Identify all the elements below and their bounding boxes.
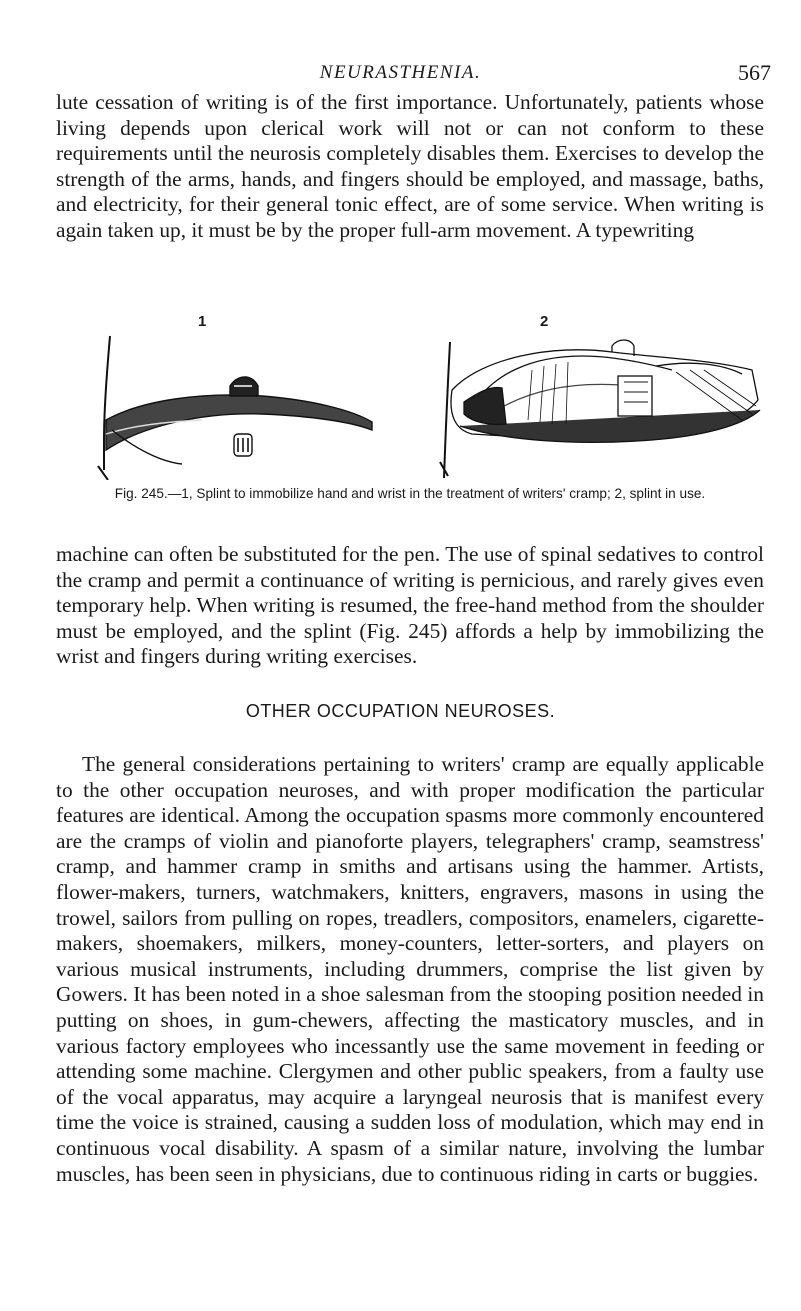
figure-caption: Fig. 245.—1, Splint to immobilize hand and wrist in the treatment of writers' cramp; 2, splint in use. [114,486,706,501]
splint-illustration [98,336,372,480]
figure-label-2: 2 [540,313,549,330]
page-number: 567 [738,60,771,85]
paragraph-typewriter: machine can often be substituted for the pen. The use of spinal sedatives to control the cramp and permit a continuance of writing is pernicious, and rarely gives even temporary help. When writing is resumed, the free-hand method from the shoulder must be employed, and the splint (Fig. 245) affords a help by immobilizing the wrist and fingers during writing exercises. [56,542,764,669]
paragraph-opening: lute cessation of writing is of the first importance. Unfortunately, patients whose living depends upon clerical work will not or can not conform to these requirements until the neurosis completely disables them. Exercises to develop the strength of the arms, hands, and fingers should be employed, and massage, baths, and electricity, for their general tonic effect, are of some service. When writing is again taken up, it must be by the proper full-arm movement. A typewriting [56,90,764,242]
figure-label-1: 1 [198,313,207,330]
splint-figure [52,330,772,480]
hand-in-splint-illustration [440,340,760,478]
section-heading: OTHER OCCUPATION NEUROSES. [245,701,556,721]
page-header [0,62,801,92]
paragraph-occupation-neuroses: The general considerations pertaining to writers' cramp are equally applicable to the other occupation neuroses, and with proper modification the particular features are identical. Among the occupation spasms more commonly encountered are the cramps of violin and pianoforte players, telegraphers' cramp, seamstress' cramp, and hammer cramp in smiths and artisans using the hammer. Artists, flower-makers, turners, watchmakers, knitters, engravers, masons in using the trowel, sailors from pulling on ropes, treadlers, compositors, enamelers, cigarette-makers, shoemakers, milkers, money-counters, letter-sorters, and players on various musical instruments, including drummers, comprise the list given by Gowers. It has been noted in a shoe salesman from the stooping position needed in putting on shoes, in gum-chewers, affecting the masticatory muscles, and in various factory employees who incessantly use the same movement in feeding or attending some machine. Clergymen and other public speakers, from a faulty use of the vocal apparatus, may acquire a laryngeal neurosis that is manifest every time the voice is strained, causing a sudden loss of modulation, which may end in continuous vocal disability. A spasm of a similar nature, involving the lumbar muscles, has been seen in physicians, due to continuous riding in carts or buggies. [56,752,764,1186]
running-title: NEURASTHENIA. [319,62,482,83]
